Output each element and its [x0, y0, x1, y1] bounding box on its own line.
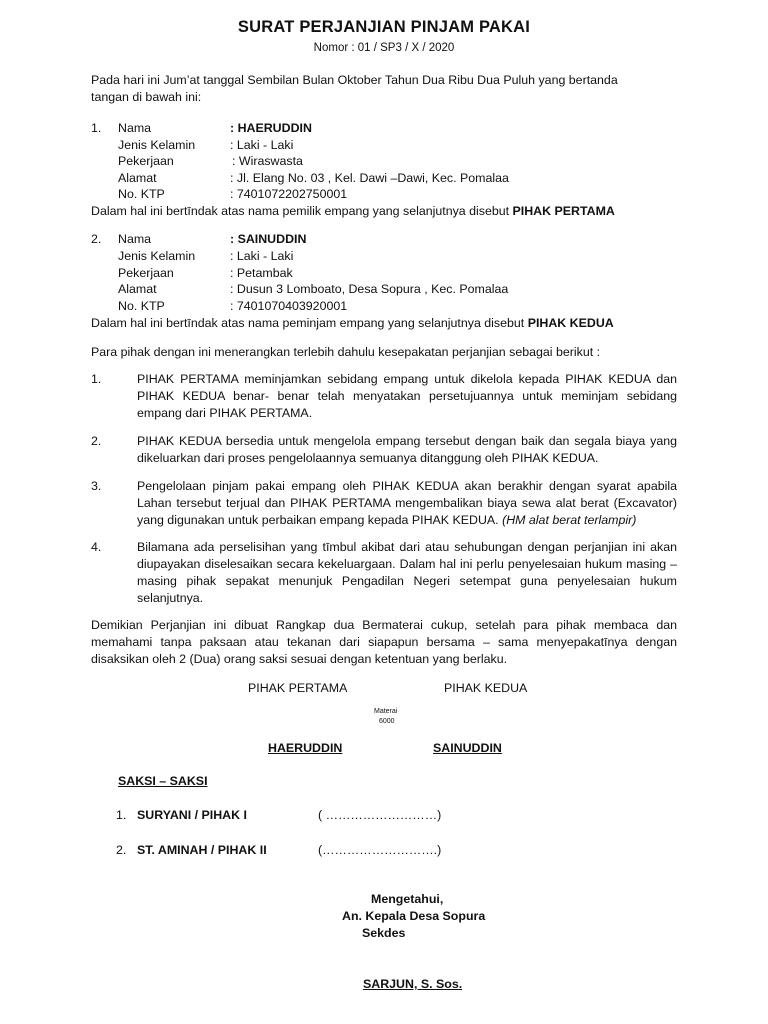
clause-3-number: 3.: [91, 479, 102, 493]
party1-label-address: Alamat: [118, 171, 157, 185]
party2-value-ktp: : 7401070403920001: [230, 299, 348, 313]
acknowledgement-line-1: Mengetahui,: [371, 892, 444, 906]
party1-label-ktp: No. KTP: [118, 187, 165, 201]
clause-3-note: (HM alat berat terlampir): [502, 513, 637, 527]
party1-label-job: Pekerjaan: [118, 154, 174, 168]
witness-1-number: 1.: [116, 808, 127, 822]
party2-value-address: : Dusun 3 Lomboato, Desa Sopura , Kec. Pomalaa: [230, 282, 509, 296]
party1-number: 1.: [91, 121, 102, 135]
acknowledgement-line-3: Sekdes: [362, 926, 406, 940]
party1-value-gender: : Laki - Laki: [230, 138, 294, 152]
witness-1-signature-line: ( ………………………): [318, 808, 442, 822]
party1-value-ktp: : 7401072202750001: [230, 187, 348, 201]
party2-label-ktp: No. KTP: [118, 299, 165, 313]
party1-label-gender: Jenis Kelamin: [118, 138, 196, 152]
party2-label-name: Nama: [118, 232, 152, 246]
party2-value-name: : SAINUDDIN: [230, 232, 307, 246]
signature-right-role: PIHAK KEDUA: [444, 681, 528, 695]
clause-3-text: Pengelolaan pinjam pakai empang oleh PIHAK KEDUA akan berakhir dengan syarat apabila Lahan tersebut terjual dan PIHAK PERTAMA mengembalikan biaya sewa alat berat (Excavator) yang digunakan untuk perbaikan empang kepada PIHAK KEDUA. (HM alat berat terlampir): [137, 479, 677, 527]
signature-left-role: PIHAK PERTAMA: [248, 681, 348, 695]
clause-1-number: 1.: [91, 372, 102, 386]
party1-value-name: : HAERUDDIN: [230, 121, 312, 135]
party2-statement: Dalam hal ini bertīndak atas nama peminjam empang yang selanjutnya disebut PIHAK KEDUA: [91, 316, 614, 330]
party2-label-job: Pekerjaan: [118, 266, 174, 280]
clause-2-text: PIHAK KEDUA bersedia untuk mengelola empang tersebut dengan baik dan segala biaya yang dikeluarkan dari proses pengelolaannya semuanya ditanggung oleh PIHAK KEDUA.: [137, 434, 677, 465]
clause-1-text: PIHAK PERTAMA meminjamkan sebidang empang untuk dikelola kepada PIHAK KEDUA dan PIHAK KEDUA benar- benar telah menyatakan persetujuannya untuk meminjam sebidang empang dari PIHAK PERTAMA.: [137, 372, 677, 420]
intro-line-1: Pada hari ini Jum’at tanggal Sembilan Bulan Oktober Tahun Dua Ribu Dua Puluh yang bertanda: [91, 73, 618, 87]
document-title: SURAT PERJANJIAN PINJAM PAKAI: [237, 18, 531, 36]
party1-statement: Dalam hal ini bertīndak atas nama pemilik empang yang selanjutnya disebut PIHAK PERTAMA: [91, 204, 615, 218]
signature-left-name: HAERUDDIN: [268, 741, 343, 755]
clause-4-text: Bilamana ada perselisihan yang tīmbul akibat dari atau sehubungan dengan perjanjian ini akan diupayakan diselesaikan secara kekeluargaan. Dalam hal ini perlu penyelesaian hukum masing – masing pihak sepakat menunjuk Pengadilan Negeri setempat guna penyelesaian hukum selanjutnya.: [137, 540, 677, 605]
witness-2-signature-line: (……………………….): [318, 843, 442, 857]
intro-line-2: tangan di bawah ini:: [91, 90, 202, 104]
party2-role: PIHAK KEDUA: [527, 316, 614, 330]
party2-value-job: : Petambak: [230, 266, 293, 280]
closing-paragraph: Demikian Perjanjian ini dibuat Rangkap dua Bermaterai cukup, setelah para pihak membaca dan memahami tanpa paksaan atau tekanan dari siapapun bersama – sama menyepakatīnya dengan disaksikan oleh 2 (Dua) orang saksi sesuai dengan ketentuan yang berlaku.: [91, 618, 677, 666]
clause-4-number: 4.: [91, 540, 102, 554]
party2-number: 2.: [91, 232, 102, 246]
signature-right-name: SAINUDDIN: [433, 741, 502, 755]
materai-value: 6000: [379, 718, 395, 725]
witness-1-name: SURYANI / PIHAK I: [137, 808, 247, 822]
agreement-intro: Para pihak dengan ini menerangkan terlebih dahulu kesepakatan perjanjian sebagai berikut :: [91, 345, 601, 359]
materai-label: Materai: [374, 708, 398, 715]
party2-value-gender: : Laki - Laki: [230, 249, 294, 263]
witness-2-name: ST. AMINAH / PIHAK II: [137, 843, 267, 857]
witness-2-number: 2.: [116, 843, 127, 857]
acknowledgement-line-2: An. Kepala Desa Sopura: [342, 909, 486, 923]
document-number: Nomor : 01 / SP3 / X / 2020: [313, 42, 455, 54]
party2-label-gender: Jenis Kelamin: [118, 249, 196, 263]
acknowledgement-name: SARJUN, S. Sos.: [363, 977, 463, 991]
witnesses-heading: SAKSI – SAKSI: [118, 774, 208, 788]
party2-label-address: Alamat: [118, 282, 157, 296]
clause-2-number: 2.: [91, 434, 102, 448]
party1-label-name: Nama: [118, 121, 152, 135]
party1-value-address: : Jl. Elang No. 03 , Kel. Dawi –Dawi, Kec. Pomalaa: [230, 171, 509, 185]
party1-role: PIHAK PERTAMA: [512, 204, 615, 218]
party1-value-job: : Wiraswasta: [232, 154, 303, 168]
